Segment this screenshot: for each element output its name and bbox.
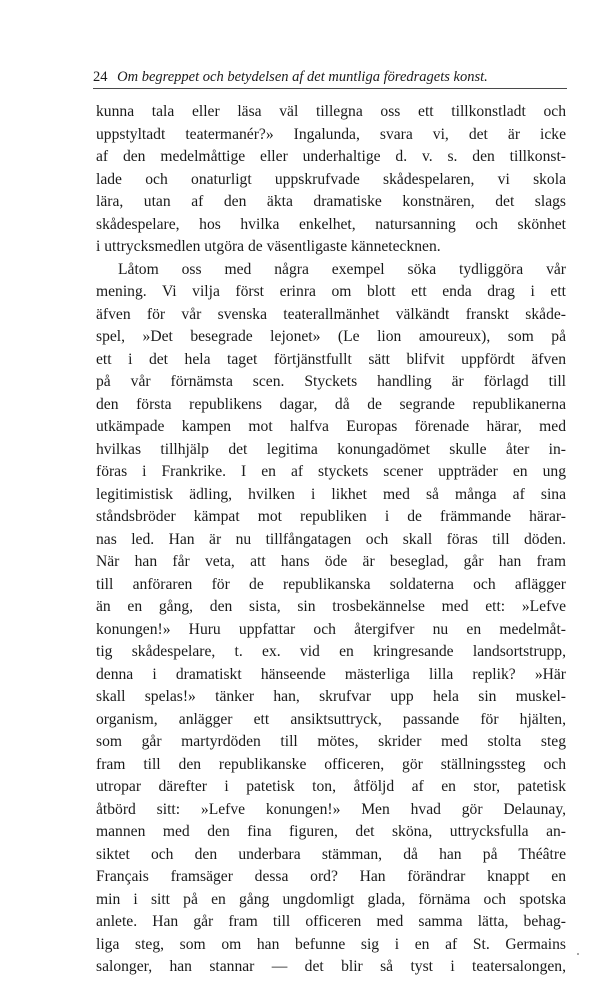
header-rule — [93, 88, 567, 89]
text-line: af den medelmåttige eller underhaltige d. v. s. den tillkonst- — [96, 148, 566, 165]
text-line: skall spelas!» tänker han, skrufvar upp hela sin muskel- — [96, 688, 566, 705]
text-line: När han får veta, att hans öde är beseglad, går han fram — [96, 553, 566, 570]
text-line: salonger, han stannar — det blir så tyst i teatersalongen, — [96, 958, 566, 975]
text-line: äfven för vår svenska teaterallmänhet välkändt franskt skåde- — [96, 305, 566, 323]
text-line: organism, anlägger ett ansiktsuttryck, passande för hjälten, — [96, 710, 566, 728]
text-line: föras i Frankrike. I en af styckets scener uppträder en ung — [96, 463, 566, 480]
text-line: lära, utan af den äkta dramatiske konstnären, det slags — [96, 193, 566, 210]
running-header — [93, 67, 567, 87]
text-line: min i sitt på en gång ungdomligt glada, förnäma och spotska — [96, 890, 566, 908]
body-text — [96, 101, 566, 979]
text-line: hvilkas tillhjälp det legitima konungadömet skulle åter in- — [96, 440, 566, 458]
text-line: till anföraren för de republikanska soldaterna och aflägger — [96, 575, 566, 593]
text-line: som går martyrdöden till mötes, skrider med stolta steg — [96, 733, 566, 750]
text-line: utropar därefter i patetisk ton, åtföljd af en stor, patetisk — [96, 778, 566, 795]
text-line: nas led. Han är nu tillfångatagen och skall föras till döden. — [96, 530, 566, 548]
text-line: ett i det hela taget förtjänstfullt sätt blifvit uppfördt äfven — [96, 350, 566, 368]
text-line: den första republikens dagar, då de segrande republikanerna — [96, 395, 566, 413]
text-line: spel, »Det besegrade lejonet» (Le lion amoureux), som på — [96, 328, 566, 345]
page-number: 24 — [93, 69, 108, 85]
text-line: liga steg, som om han befunne sig i en af St. Germains — [96, 935, 566, 953]
text-line: skådespelare, hos hvilka enkelhet, natursanning och skönhet — [96, 215, 566, 233]
text-line: mannen med den fina figuren, det sköna, uttrycksfulla an- — [96, 823, 566, 840]
text-line: än en gång, den sista, sin trosbekännelse med ett: »Lefve — [96, 598, 566, 615]
text-line: konungen!» Huru uppfattar och återgifver nu en medelmåt- — [96, 620, 566, 638]
text-line: legitimistisk ädling, hvilken i likhet med så många af sina — [96, 485, 566, 503]
text-line: Français framsäger dessa ord? Han förändrar knappt en — [96, 868, 566, 885]
text-line: utkämpade kampen mot halfva Europas förenade härar, med — [96, 418, 566, 435]
running-title: Om begreppet och betydelsen af det muntliga föredragets konst. — [117, 69, 488, 85]
text-line: lade och onaturligt uppskrufvade skådespelaren, vi skola — [96, 170, 566, 188]
text-line: i uttrycksmedlen utgöra de väsentligaste kännetecknen. — [96, 238, 441, 255]
text-line: anlete. Han går fram till officeren med samma lätta, behag- — [96, 913, 566, 930]
text-line: på vår förnämsta scen. Styckets handling är förlagd till — [96, 373, 566, 390]
text-line: fram till den republikanske officeren, gör ställningssteg och — [96, 755, 566, 773]
text-line: ståndsbröder kämpat mot republiken i de främmande härar- — [96, 508, 566, 525]
text-line: åtbörd sitt: »Lefve konungen!» Men hvad gör Delaunay, — [96, 800, 566, 818]
text-line: tig skådespelare, t. ex. vid en kringresande landsortstrupp, — [96, 643, 566, 660]
text-line: mening. Vi vilja först erinra om blott ett enda drag i ett — [96, 283, 566, 300]
text-line: siktet och den underbara stämman, då han på Théâtre — [96, 845, 566, 863]
paragraph-start-line: Låtom oss med några exempel söka tydliggöra vår — [118, 260, 566, 278]
text-line: denna i dramatiskt hänseende mästerliga lilla replik? »Här — [96, 665, 566, 683]
print-speck — [577, 953, 579, 955]
text-line: kunna tala eller läsa väl tillegna oss ett tillkonstladt och — [96, 103, 566, 120]
text-line: uppstyltadt teatermanér?» Ingalunda, svara vi, det är icke — [96, 125, 566, 143]
